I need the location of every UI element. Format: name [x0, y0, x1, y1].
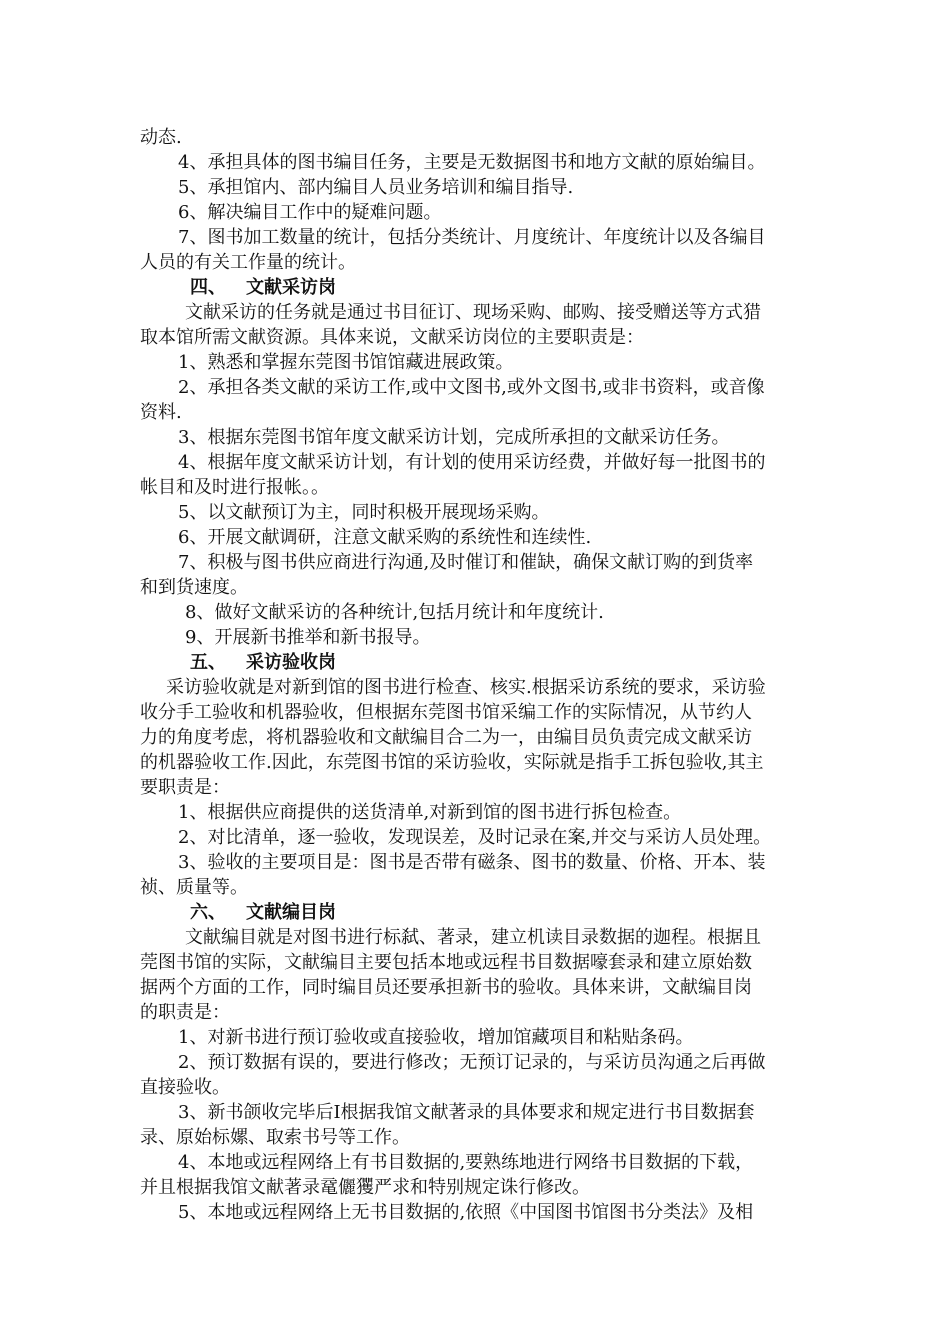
text-line: 1、熟悉和掌握东莞图书馆馆藏进展政策。	[178, 352, 514, 373]
section-number: 六、	[190, 902, 226, 923]
text-line: 4、承担具体的图书编目任务，主要是无数据图书和地方文献的原始编目。	[178, 152, 766, 173]
text-line: 的职责是：	[140, 1002, 230, 1023]
text-line: 7、积极与图书供应商进行沟通,及时催订和催缺，确保文献订购的到货率	[178, 552, 754, 573]
text-line: 5、承担馆内、部内编目人员业务培训和编目指导.	[178, 177, 574, 198]
text-line: 6、开展文献调研，注意文献采购的系统性和连续性.	[178, 527, 592, 548]
text-line: 人员的有关工作量的统计。	[140, 252, 356, 273]
text-line: 1、根据供应商提供的送货清单,对新到馆的图书进行拆包检查。	[178, 802, 682, 823]
text-line: 资料.	[140, 402, 182, 423]
text-line: 6、解决编目工作中的疑难问题。	[178, 202, 442, 223]
text-line: 录、原始标嫘、取索书号等工作。	[140, 1127, 410, 1148]
text-line: 帐目和及时进行报帐。。	[140, 477, 329, 498]
section-heading	[190, 276, 336, 300]
text-line: 9、开展新书推举和新书报导。	[185, 627, 431, 648]
text-line: 祯、质量等。	[140, 877, 248, 898]
text-line: 和到货速度。	[140, 577, 248, 598]
text-line: 力的角度考虑，将机器验收和文献编目合二为一，由编目员负责完成文献采访	[140, 727, 752, 748]
text-line: 要职责是：	[140, 777, 230, 798]
text-line: 5、以文献预订为主，同时积极开展现场采购。	[178, 502, 550, 523]
text-line: 3、验收的主要项目是：图书是否带有磁条、图书的数量、价格、开本、装	[178, 852, 766, 873]
text-line: 采访验收就是对新到馆的图书进行检查、核实.根据采访系统的要求，采访验	[166, 677, 766, 698]
text-line: 8、做好文献采访的各种统计,包括月统计和年度统计.	[185, 602, 604, 623]
text-line: 文献编目就是对图书进行标弑、著录，建立机读目录数据的迦程。根据且	[185, 927, 761, 948]
text-line: 1、对新书进行预订验收或直接验收，增加馆藏项目和粘贴条码。	[178, 1027, 694, 1048]
text-line: 取本馆所需文献资源。具体来说，文献采访岗位的主要职责是：	[140, 327, 644, 348]
text-line: 据两个方面的工作，同时编目员还要承担新书的验收。具体来讲，文献编目岗	[140, 977, 752, 998]
text-line: 动态.	[140, 127, 182, 148]
text-line: 2、承担各类文献的采访工作,或中文图书,或外文图书,或非书资料，或音像	[178, 377, 765, 398]
text-line: 2、对比清单，逐一验收，发现误差，及时记录在案,并交与采访人员处理。	[178, 827, 772, 848]
section-number: 五、	[190, 652, 226, 673]
text-line: 4、本地或远程网络上有书目数据的,要熟练地进行网络书目数据的下载，	[178, 1152, 754, 1173]
text-line: 文献采访的任务就是通过书目征订、现场采购、邮购、接受赠送等方式猎	[185, 302, 761, 323]
text-line: 3、根据东莞图书馆年度文献采访计划，完成所承担的文献采访任务。	[178, 427, 730, 448]
section-title: 文献采访岗	[246, 277, 336, 298]
text-line: 并且根据我馆文献著录鼋儷玃严求和特别规定诛行修改。	[140, 1177, 590, 1198]
text-line: 莞图书馆的实际，文献编目主要包括本地或远程书目数据嚎套录和建立原始数	[140, 952, 752, 973]
text-line: 的机器验收工作.因此，东莞图书馆的采访验收，实际就是指手工拆包验收,其主	[140, 752, 764, 773]
section-title: 采访验收岗	[246, 652, 336, 673]
section-heading	[190, 651, 336, 675]
text-line: 3、新书颌收完毕后I根据我馆文献著录的具体要求和规定进行书目数据套	[178, 1102, 755, 1123]
section-title: 文献编目岗	[246, 902, 336, 923]
section-number: 四、	[190, 277, 226, 298]
section-heading	[190, 901, 336, 925]
text-line: 5、本地或远程网络上无书目数据的,依照《中国图书馆图书分类法》及相	[178, 1202, 754, 1223]
text-line: 收分手工验收和机器验收，但根据东莞图书馆采编工作的实际情况，从节约人	[140, 702, 752, 723]
text-line: 4、根据年度文献采访计划，有计划的使用采访经费，并做好每一批图书的	[178, 452, 766, 473]
text-line: 2、预订数据有误的，要进行修改；无预订记录的，与采访员沟通之后再做	[178, 1052, 766, 1073]
text-line: 直接验收。	[140, 1077, 230, 1098]
text-line: 7、图书加工数量的统计，包括分类统计、月度统计、年度统计以及各编目	[178, 227, 766, 248]
